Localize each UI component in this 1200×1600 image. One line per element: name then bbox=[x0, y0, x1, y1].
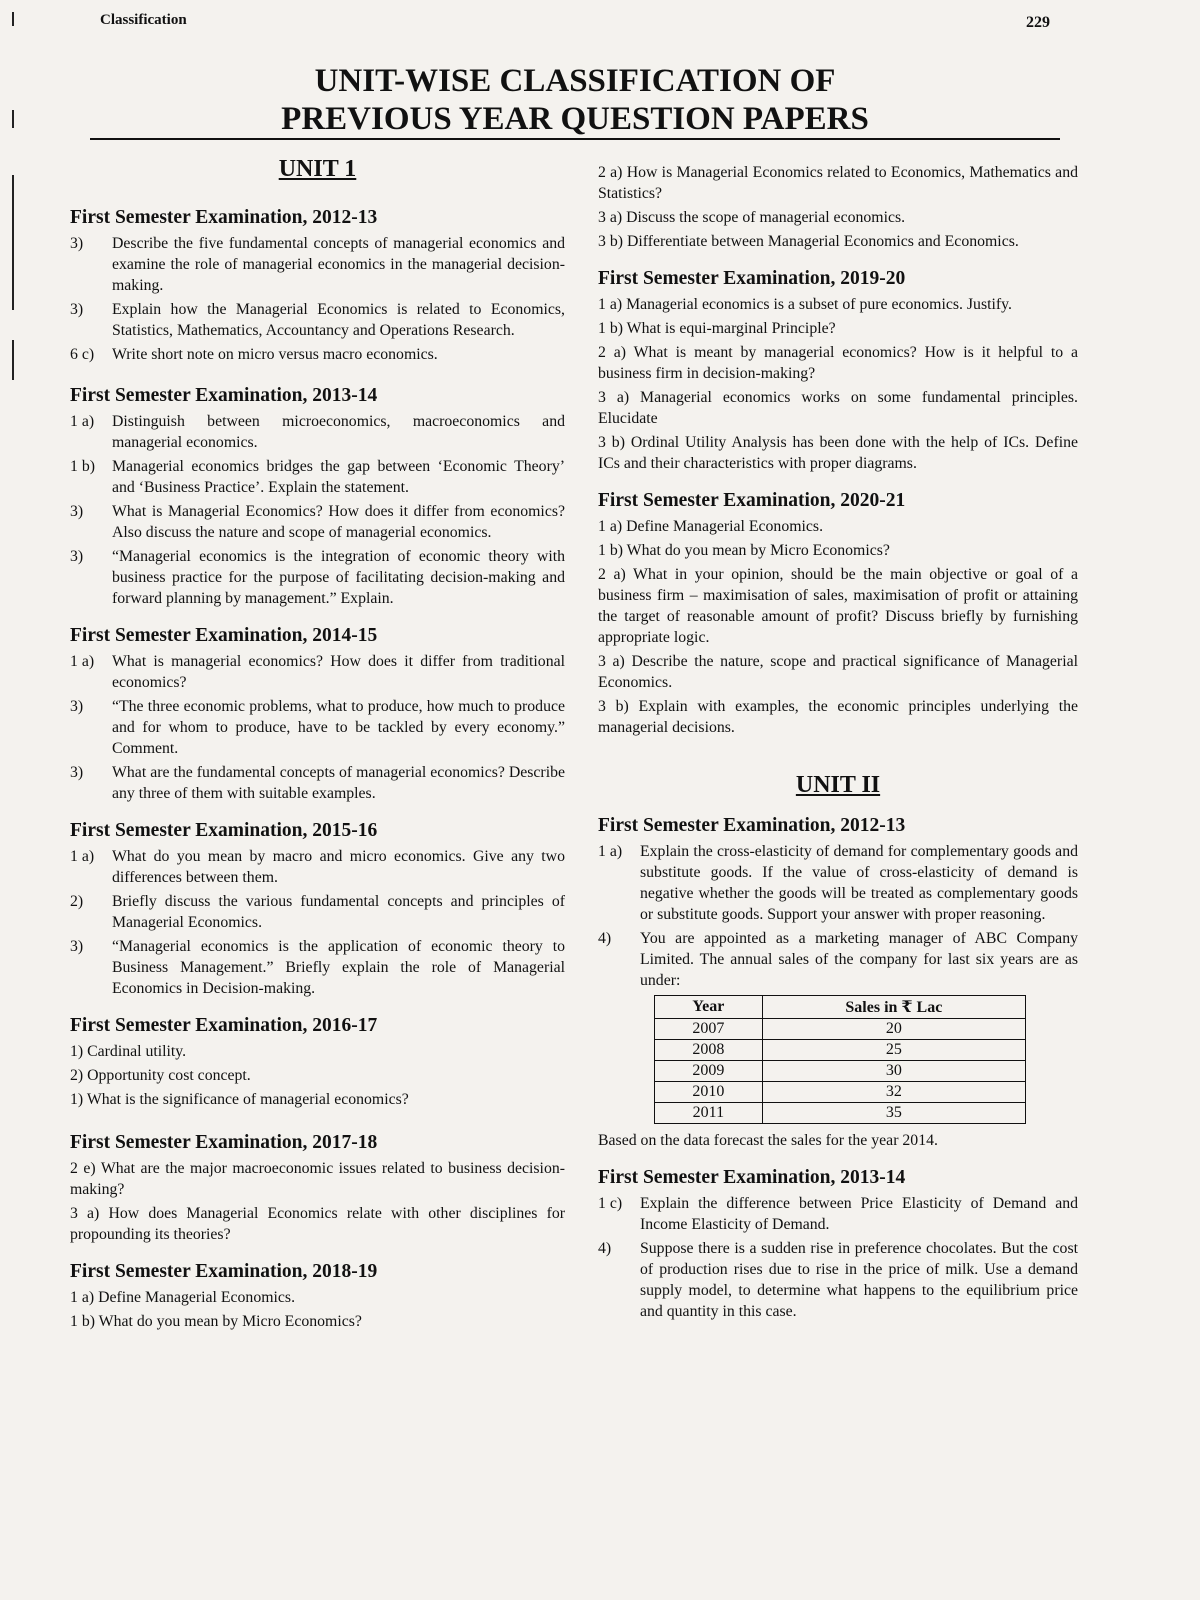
question-item bbox=[70, 299, 565, 341]
exam-section-2013-14 bbox=[70, 385, 565, 609]
question-line: 1) What is the significance of managerial economics? bbox=[70, 1091, 409, 1108]
unit-2-heading: UNIT II bbox=[795, 772, 881, 798]
question-number: 1 b) bbox=[70, 458, 96, 475]
page-title bbox=[90, 62, 1060, 138]
question-line: 1) Cardinal utility. bbox=[70, 1043, 187, 1060]
question-item bbox=[70, 846, 565, 888]
exam-section-2019-20 bbox=[598, 268, 1078, 474]
question-item bbox=[598, 1193, 1078, 1235]
title-rule bbox=[90, 138, 1060, 140]
question-line: 3 a) How does Managerial Economics relate with other disciplines for propounding its theories? bbox=[70, 1205, 565, 1243]
section-title: First Semester Examination, 2020-21 bbox=[598, 490, 906, 511]
question-item bbox=[70, 651, 565, 693]
question-text: You are appointed as a marketing manager of ABC Company Limited. The annual sales of the company for last six years are as under: bbox=[640, 930, 1078, 989]
section-title: First Semester Examination, 2016-17 bbox=[70, 1015, 378, 1036]
section-title: First Semester Examination, 2019-20 bbox=[598, 268, 906, 289]
table-row bbox=[655, 1082, 1026, 1103]
table-cell-year: 2008 bbox=[655, 1040, 763, 1061]
exam-section-2012-13 bbox=[70, 207, 565, 365]
question-line: 3 b) Differentiate between Managerial Economics and Economics. bbox=[598, 233, 1019, 250]
question-number: 3) bbox=[70, 503, 84, 520]
table-row bbox=[655, 1040, 1026, 1061]
question-item bbox=[598, 1238, 1078, 1322]
unit-1-heading: UNIT 1 bbox=[278, 156, 357, 182]
question-item bbox=[598, 928, 1078, 991]
question-text: Explain the cross-elasticity of demand for complementary goods and substitute goods. If the value of cross-elasticity of demand is negative whether the goods will be treated as complementary goods or substitute goods. Support your answer with proper reasoning. bbox=[640, 843, 1078, 923]
sales-table bbox=[654, 995, 1026, 1124]
question-item bbox=[598, 841, 1078, 925]
question-item bbox=[70, 344, 565, 365]
table-row bbox=[655, 1019, 1026, 1040]
question-item bbox=[70, 233, 565, 296]
exam-section-2017-18 bbox=[70, 1132, 565, 1245]
question-line: 3 b) Explain with examples, the economic principles underlying the managerial decisions. bbox=[598, 698, 1078, 736]
question-number: 1 a) bbox=[70, 653, 95, 670]
exam-section-2018-19 bbox=[70, 1261, 565, 1332]
question-line: 1 b) What do you mean by Micro Economics? bbox=[70, 1313, 362, 1330]
scan-edge-mark bbox=[12, 175, 14, 310]
section-title: First Semester Examination, 2013-14 bbox=[70, 385, 378, 406]
page-number: 229 bbox=[1026, 14, 1050, 31]
question-line: 1 a) Define Managerial Economics. bbox=[598, 518, 824, 535]
exam-section-2014-15 bbox=[70, 625, 565, 804]
question-text: “Managerial economics is the integration of economic theory with business practice for the purpose of facilitating decision-making and forward planning by management.” Explain. bbox=[112, 548, 565, 607]
section-title: First Semester Examination, 2015-16 bbox=[70, 820, 378, 841]
question-line: 2 a) What is meant by managerial economics? How is it helpful to a business firm in decision-making? bbox=[598, 344, 1078, 382]
scan-edge-mark bbox=[12, 110, 14, 128]
table-cell-sales: 32 bbox=[762, 1082, 1025, 1103]
question-text: Suppose there is a sudden rise in preference chocolates. But the cost of production rises due to rise in the price of milk. Use a demand supply model, to determine what happens to the equilibrium price and quantity in this case. bbox=[640, 1240, 1078, 1320]
page-title-line1: UNIT-WISE CLASSIFICATION OF bbox=[314, 63, 836, 99]
question-line: 2 e) What are the major macroeconomic issues related to business decision-making? bbox=[70, 1160, 565, 1198]
question-item bbox=[70, 546, 565, 609]
exam-section-2018-19-continued bbox=[598, 162, 1078, 252]
question-line: 3 b) Ordinal Utility Analysis has been done with the help of ICs. Define ICs and their characteristics with proper diagrams. bbox=[598, 434, 1078, 472]
question-line: 3 a) Managerial economics works on some fundamental principles. Elucidate bbox=[598, 389, 1078, 427]
question-line: 2) Opportunity cost concept. bbox=[70, 1067, 251, 1084]
question-line: 2 a) What in your opinion, should be the main objective or goal of a business firm – maximisation of sales, maximisation of profit or attaining the target of reasonable amount of profit? Discuss briefly by furnishing appropriate logic. bbox=[598, 566, 1078, 646]
question-text: Explain how the Managerial Economics is related to Economics, Statistics, Mathematics, Accountancy and Operations Research. bbox=[112, 301, 565, 339]
question-number: 6 c) bbox=[70, 346, 95, 363]
question-line: 3 a) Describe the nature, scope and practical significance of Managerial Economics. bbox=[598, 653, 1078, 691]
question-text: Explain the difference between Price Elasticity of Demand and Income Elasticity of Demand. bbox=[640, 1195, 1078, 1233]
section-title: First Semester Examination, 2012-13 bbox=[598, 815, 906, 836]
question-line: Based on the data forecast the sales for the year 2014. bbox=[598, 1132, 938, 1149]
table-cell-sales: 25 bbox=[762, 1040, 1025, 1061]
page-title-line2: PREVIOUS YEAR QUESTION PAPERS bbox=[281, 101, 869, 137]
question-text: What are the fundamental concepts of managerial economics? Describe any three of them with suitable examples. bbox=[112, 764, 565, 802]
question-number: 4) bbox=[598, 1240, 612, 1257]
question-number: 3) bbox=[70, 235, 84, 252]
question-line: 3 a) Discuss the scope of managerial economics. bbox=[598, 209, 906, 226]
question-number: 3) bbox=[70, 548, 84, 565]
question-item bbox=[70, 696, 565, 759]
question-number: 2) bbox=[70, 893, 84, 910]
table-cell-year: 2011 bbox=[655, 1103, 763, 1124]
unit2-exam-section-2012-13 bbox=[598, 815, 1078, 1151]
question-text: Distinguish between microeconomics, macroeconomics and managerial economics. bbox=[112, 413, 565, 451]
table-cell-sales: 35 bbox=[762, 1103, 1025, 1124]
section-title: First Semester Examination, 2013-14 bbox=[598, 1167, 906, 1188]
question-item bbox=[70, 411, 565, 453]
running-head bbox=[100, 12, 1050, 36]
question-item bbox=[70, 762, 565, 804]
question-number: 1 a) bbox=[70, 413, 95, 430]
table-header-sales: Sales in ₹ Lac bbox=[762, 996, 1025, 1019]
right-column bbox=[598, 156, 1078, 1325]
question-number: 1 c) bbox=[598, 1195, 623, 1212]
unit2-exam-section-2013-14 bbox=[598, 1167, 1078, 1322]
question-number: 3) bbox=[70, 764, 84, 781]
question-text: What do you mean by macro and micro economics. Give any two differences between them. bbox=[112, 848, 565, 886]
question-text: “The three economic problems, what to produce, how much to produce and for whom to produce, have to be tackled by every economy.” Comment. bbox=[112, 698, 565, 757]
table-cell-sales: 20 bbox=[762, 1019, 1025, 1040]
question-text: Describe the five fundamental concepts of managerial economics and examine the role of managerial economics in the managerial decision-making. bbox=[112, 235, 565, 294]
table-cell-sales: 30 bbox=[762, 1061, 1025, 1082]
exam-section-2020-21 bbox=[598, 490, 1078, 738]
question-text: What is managerial economics? How does it differ from traditional economics? bbox=[112, 653, 565, 691]
section-title: First Semester Examination, 2012-13 bbox=[70, 207, 378, 228]
question-text: Briefly discuss the various fundamental concepts and principles of Managerial Economics. bbox=[112, 893, 565, 931]
question-item bbox=[70, 936, 565, 999]
table-cell-year: 2007 bbox=[655, 1019, 763, 1040]
exam-section-2016-17 bbox=[70, 1015, 565, 1110]
table-cell-year: 2010 bbox=[655, 1082, 763, 1103]
section-title: First Semester Examination, 2017-18 bbox=[70, 1132, 378, 1153]
table-row bbox=[655, 1103, 1026, 1124]
section-title: First Semester Examination, 2014-15 bbox=[70, 625, 378, 646]
exam-section-2015-16 bbox=[70, 820, 565, 999]
question-text: “Managerial economics is the application of economic theory to Business Management.” Briefly explain the role of Managerial Economics in Decision-making. bbox=[112, 938, 565, 997]
question-text: Write short note on micro versus macro economics. bbox=[112, 346, 438, 363]
question-line: 2 a) How is Managerial Economics related to Economics, Mathematics and Statistics? bbox=[598, 164, 1078, 202]
question-text: Managerial economics bridges the gap between ‘Economic Theory’ and ‘Business Practice’. Explain the statement. bbox=[112, 458, 565, 496]
running-head-section: Classification bbox=[100, 12, 187, 28]
question-line: 1 b) What is equi-marginal Principle? bbox=[598, 320, 836, 337]
question-item bbox=[70, 456, 565, 498]
question-number: 3) bbox=[70, 301, 84, 318]
question-number: 3) bbox=[70, 938, 84, 955]
question-number: 1 a) bbox=[70, 848, 95, 865]
question-text: What is Managerial Economics? How does it differ from economics? Also discuss the nature and scope of managerial economics. bbox=[112, 503, 565, 541]
question-line: 1 a) Managerial economics is a subset of pure economics. Justify. bbox=[598, 296, 1012, 313]
table-cell-year: 2009 bbox=[655, 1061, 763, 1082]
question-item bbox=[70, 891, 565, 933]
question-number: 1 a) bbox=[598, 843, 623, 860]
table-header-row bbox=[655, 996, 1026, 1019]
question-line: 1 b) What do you mean by Micro Economics? bbox=[598, 542, 890, 559]
question-item bbox=[70, 501, 565, 543]
question-number: 4) bbox=[598, 930, 612, 947]
scan-edge-mark bbox=[12, 12, 14, 26]
table-header-year: Year bbox=[655, 996, 763, 1019]
scan-edge-mark bbox=[12, 340, 14, 380]
question-number: 3) bbox=[70, 698, 84, 715]
table-row bbox=[655, 1061, 1026, 1082]
section-title: First Semester Examination, 2018-19 bbox=[70, 1261, 378, 1282]
question-line: 1 a) Define Managerial Economics. bbox=[70, 1289, 296, 1306]
left-column bbox=[70, 156, 565, 1335]
